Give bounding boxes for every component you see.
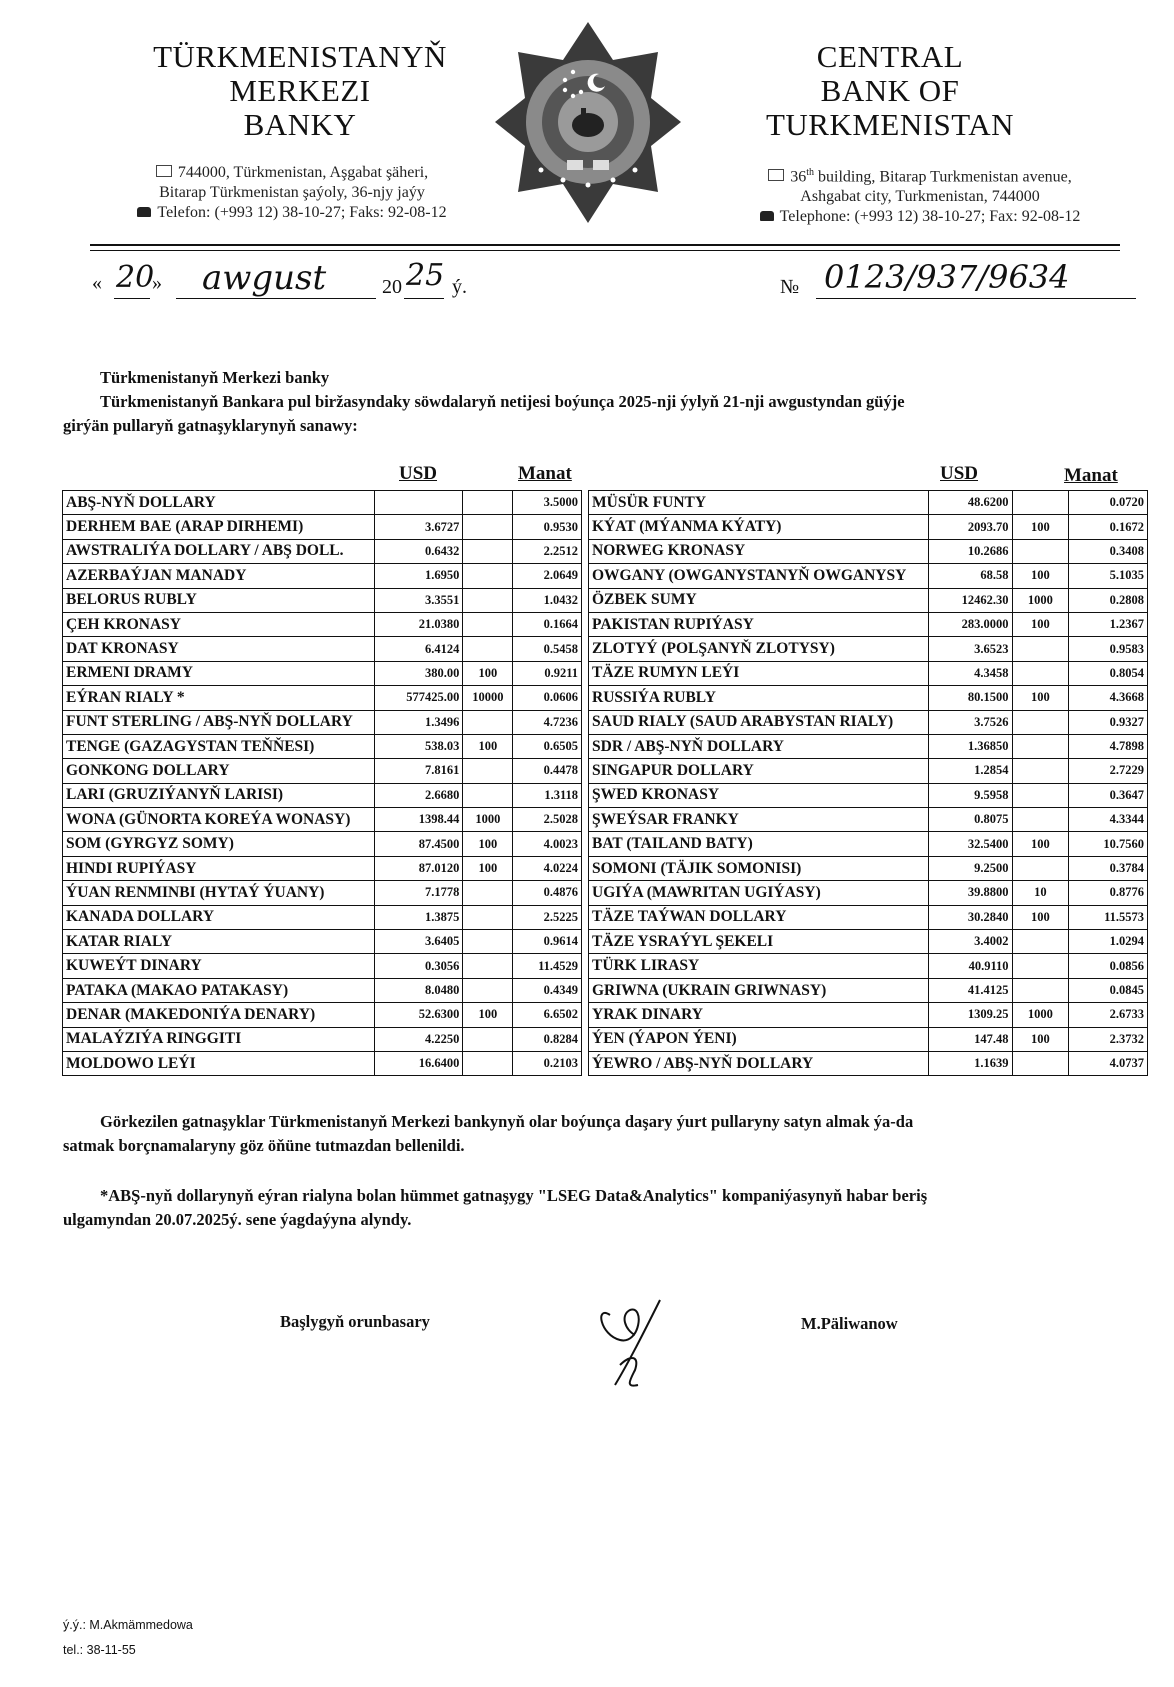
usd-rate-cell: 9.2500 (928, 856, 1012, 880)
table-row (63, 515, 582, 539)
intro-text (63, 366, 1123, 438)
manat-rate-cell: 1.3118 (513, 783, 582, 807)
table-row (63, 734, 582, 758)
currency-name-cell: TENGE (GAZAGYSTAN TEŇŇESI) (63, 734, 375, 758)
header-rule-thin (90, 250, 1120, 251)
currency-name-cell: KUWEÝT DINARY (63, 954, 375, 978)
intro-line: girýän pullaryň gatnaşyklarynyň sanawy: (63, 416, 358, 435)
table-row (63, 661, 582, 685)
table-row (589, 612, 1148, 636)
scale-cell: 100 (1012, 686, 1069, 710)
usd-rate-cell: 87.4500 (374, 832, 463, 856)
table-row (63, 905, 582, 929)
scale-cell (1012, 808, 1069, 832)
manat-rate-cell: 1.2367 (1069, 612, 1148, 636)
left-title-line: TÜRKMENISTANYŇ (153, 39, 447, 74)
currency-name-cell: DENAR (MAKEDONIÝA DENARY) (63, 1003, 375, 1027)
left-address-line: Telefon: (+993 12) 38-10-27; Faks: 92-08-12 (92, 203, 492, 223)
usd-rate-cell: 577425.00 (374, 686, 463, 710)
currency-name-cell: PATAKA (MAKAO PATAKASY) (63, 978, 375, 1002)
usd-rate-cell: 3.6727 (374, 515, 463, 539)
manat-rate-cell: 4.7898 (1069, 734, 1148, 758)
manat-rate-cell: 0.4349 (513, 978, 582, 1002)
right-title-line: CENTRAL (816, 39, 964, 74)
currency-name-cell: ÇEH KRONASY (63, 612, 375, 636)
usd-rate-cell: 380.00 (374, 661, 463, 685)
usd-rate-cell: 8.0480 (374, 978, 463, 1002)
table-row (63, 954, 582, 978)
currency-name-cell: BAT (TAILAND BATY) (589, 832, 929, 856)
manat-rate-cell: 11.4529 (513, 954, 582, 978)
manat-rate-cell: 4.7236 (513, 710, 582, 734)
usd-rate-cell: 1309.25 (928, 1003, 1012, 1027)
manat-rate-cell: 0.4876 (513, 881, 582, 905)
usd-rate-cell: 3.3551 (374, 588, 463, 612)
table-row (589, 930, 1148, 954)
manat-rate-cell: 0.9530 (513, 515, 582, 539)
manat-rate-cell: 0.9583 (1069, 637, 1148, 661)
manat-rate-cell: 4.3344 (1069, 808, 1148, 832)
currency-name-cell: TÄZE YSRAÝYL ŞEKELI (589, 930, 929, 954)
table-row (589, 734, 1148, 758)
scale-cell (1012, 637, 1069, 661)
usd-rate-cell: 40.9110 (928, 954, 1012, 978)
usd-rate-cell: 4.3458 (928, 661, 1012, 685)
scale-cell (1012, 1051, 1069, 1075)
number-underline (816, 298, 1136, 299)
usd-rate-cell: 1.3875 (374, 905, 463, 929)
left-bank-title (110, 40, 490, 142)
table-row (63, 612, 582, 636)
usd-rate-cell: 7.8161 (374, 759, 463, 783)
manat-rate-cell: 0.5458 (513, 637, 582, 661)
scale-cell (1012, 539, 1069, 563)
usd-rate-cell: 16.6400 (374, 1051, 463, 1075)
table-row (589, 1027, 1148, 1051)
manat-rate-cell: 0.9327 (1069, 710, 1148, 734)
usd-rate-cell: 52.6300 (374, 1003, 463, 1027)
manat-rate-cell: 4.3668 (1069, 686, 1148, 710)
scale-cell (463, 954, 513, 978)
manat-rate-cell: 0.9614 (513, 930, 582, 954)
currency-name-cell: SINGAPUR DOLLARY (589, 759, 929, 783)
right-address-line: Ashgabat city, Turkmenistan, 744000 (800, 188, 1040, 206)
scale-cell: 100 (1012, 832, 1069, 856)
scale-cell: 100 (463, 832, 513, 856)
table-row (589, 905, 1148, 929)
scale-cell: 10000 (463, 686, 513, 710)
usd-rate-cell: 68.58 (928, 564, 1012, 588)
scale-cell (463, 539, 513, 563)
usd-rate-cell: 7.1778 (374, 881, 463, 905)
table-row (63, 759, 582, 783)
currency-name-cell: FUNT STERLING / ABŞ-NYŇ DOLLARY (63, 710, 375, 734)
manat-rate-cell: 2.7229 (1069, 759, 1148, 783)
right-bank-title (700, 40, 1080, 142)
scale-cell (463, 612, 513, 636)
manat-rate-cell: 0.2808 (1069, 588, 1148, 612)
table-row (589, 978, 1148, 1002)
scale-cell (1012, 734, 1069, 758)
table-row (63, 564, 582, 588)
year-suffix: 25 (406, 258, 445, 293)
manat-rate-cell: 0.8776 (1069, 881, 1148, 905)
intro-line: Türkmenistanyň Merkezi banky (100, 368, 330, 387)
usd-rate-cell: 0.6432 (374, 539, 463, 563)
left-address (92, 163, 492, 223)
currency-name-cell: HINDI RUPIÝASY (63, 856, 375, 880)
usd-rate-cell: 1.1639 (928, 1051, 1012, 1075)
currency-name-cell: EÝRAN RIALY * (63, 686, 375, 710)
table-row (63, 808, 582, 832)
table-row (589, 954, 1148, 978)
currency-name-cell: TÄZE TAÝWAN DOLLARY (589, 905, 929, 929)
number-label: № (780, 276, 800, 298)
currency-name-cell: BELORUS RUBLY (63, 588, 375, 612)
manat-rate-cell: 6.6502 (513, 1003, 582, 1027)
scale-cell (463, 783, 513, 807)
manat-rate-cell: 2.2512 (513, 539, 582, 563)
scale-cell (463, 978, 513, 1002)
manat-rate-cell: 0.0606 (513, 686, 582, 710)
table-row (63, 832, 582, 856)
manat-rate-cell: 1.0294 (1069, 930, 1148, 954)
phone-icon (137, 207, 151, 217)
table-row (589, 1051, 1148, 1075)
manat-rate-cell: 10.7560 (1069, 832, 1148, 856)
currency-name-cell: ŞWEÝSAR FRANKY (589, 808, 929, 832)
table-row (63, 539, 582, 563)
currency-name-cell: LARI (GRUZIÝANYŇ LARISI) (63, 783, 375, 807)
table-row (589, 832, 1148, 856)
manat-rate-cell: 0.4478 (513, 759, 582, 783)
right-title-line: BANK OF (820, 73, 960, 108)
manat-rate-cell: 0.1664 (513, 612, 582, 636)
manat-rate-cell: 2.3732 (1069, 1027, 1148, 1051)
usd-rate-cell: 1.2854 (928, 759, 1012, 783)
currency-name-cell: SOM (GYRGYZ SOMY) (63, 832, 375, 856)
manat-rate-cell: 11.5573 (1069, 905, 1148, 929)
manat-rate-cell: 0.8284 (513, 1027, 582, 1051)
currency-name-cell: MOLDOWO LEÝI (63, 1051, 375, 1075)
currency-name-cell: TÜRK LIRASY (589, 954, 929, 978)
usd-rate-cell: 12462.30 (928, 588, 1012, 612)
usd-rate-cell: 21.0380 (374, 612, 463, 636)
currency-name-cell: SAUD RIALY (SAUD ARABYSTAN RIALY) (589, 710, 929, 734)
scale-cell (463, 1051, 513, 1075)
scale-cell: 100 (463, 856, 513, 880)
table-row (63, 637, 582, 661)
currency-name-cell: KÝAT (MÝANMA KÝATY) (589, 515, 929, 539)
intro-line: Türkmenistanyň Bankara pul biržasyndaky söwdalaryň netijesi boýunça 2025-nji ýylyň 21-nji awgustyndan güýje (100, 392, 905, 411)
table-row (63, 1027, 582, 1051)
scale-cell (463, 1027, 513, 1051)
scale-cell (1012, 759, 1069, 783)
date-day: 20 (116, 260, 155, 295)
currency-name-cell: ERMENI DRAMY (63, 661, 375, 685)
manat-rate-cell: 4.0737 (1069, 1051, 1148, 1075)
currency-name-cell: MALAÝZIÝA RINGGITI (63, 1027, 375, 1051)
usd-rate-cell: 39.8800 (928, 881, 1012, 905)
right-address-line: Telephone: (+993 12) 38-10-27; Fax: 92-08-12 (700, 207, 1140, 227)
scale-cell (1012, 710, 1069, 734)
scale-cell (1012, 783, 1069, 807)
manat-rate-cell: 3.5000 (513, 491, 582, 515)
table-row (589, 539, 1148, 563)
footer-tel: tel.: 38-11-55 (63, 1643, 136, 1657)
scale-cell: 100 (1012, 564, 1069, 588)
scale-cell (463, 515, 513, 539)
usd-rate-cell: 4.2250 (374, 1027, 463, 1051)
signatory-name: M.Päliwanow (801, 1314, 898, 1333)
currency-name-cell: TÄZE RUMYN LEÝI (589, 661, 929, 685)
envelope-icon (768, 169, 784, 181)
manat-rate-cell: 0.2103 (513, 1051, 582, 1075)
currency-name-cell: ZLOTYÝ (POLŞANYŇ ZLOTYSY) (589, 637, 929, 661)
quote-close: » (152, 272, 162, 294)
usd-rate-cell: 147.48 (928, 1027, 1012, 1051)
usd-rate-cell: 3.6405 (374, 930, 463, 954)
usd-rate-cell: 87.0120 (374, 856, 463, 880)
currency-name-cell: SDR / ABŞ-NYŇ DOLLARY (589, 734, 929, 758)
table-row (589, 491, 1148, 515)
usd-rate-cell (374, 491, 463, 515)
left-manat-header: Manat (518, 463, 572, 484)
currency-name-cell: KATAR RIALY (63, 930, 375, 954)
usd-rate-cell: 2093.70 (928, 515, 1012, 539)
right-address (700, 163, 1140, 227)
date-month: awgust (202, 258, 327, 298)
table-row (589, 808, 1148, 832)
currency-name-cell: NORWEG KRONASY (589, 539, 929, 563)
table-row (63, 881, 582, 905)
note-iran-rial: *ABŞ-nyň dollarynyň eýran rialyna bolan hümmet gatnaşygy "LSEG Data&Analytics" kompaniýasynyň habar beriş ulgamyndan 20.07.2025ý. sene ýagdaýyna alyndy. (63, 1186, 928, 1229)
usd-rate-cell: 80.1500 (928, 686, 1012, 710)
usd-rate-cell: 0.3056 (374, 954, 463, 978)
table-row (63, 856, 582, 880)
scale-cell: 100 (463, 661, 513, 685)
year-underline (404, 298, 444, 299)
table-row (63, 978, 582, 1002)
left-title-line: BANKY (243, 107, 357, 142)
scale-cell: 1000 (1012, 1003, 1069, 1027)
usd-rate-cell: 2.6680 (374, 783, 463, 807)
currency-name-cell: GRIWNA (UKRAIN GRIWNASY) (589, 978, 929, 1002)
currency-name-cell: ÝUAN RENMINBI (HYTAÝ ÝUANY) (63, 881, 375, 905)
manat-rate-cell: 0.0845 (1069, 978, 1148, 1002)
manat-rate-cell: 4.0224 (513, 856, 582, 880)
currency-name-cell: PAKISTAN RUPIÝASY (589, 612, 929, 636)
phone-icon (760, 211, 774, 221)
usd-rate-cell: 283.0000 (928, 612, 1012, 636)
currency-name-cell: DERHEM BAE (ARAP DIRHEMI) (63, 515, 375, 539)
table-row (63, 930, 582, 954)
manat-rate-cell: 2.6733 (1069, 1003, 1148, 1027)
rates-table-left (62, 490, 582, 1076)
scale-cell (463, 710, 513, 734)
right-manat-header: Manat (1064, 465, 1118, 486)
manat-rate-cell: 0.3408 (1069, 539, 1148, 563)
scale-cell (463, 905, 513, 929)
scale-cell: 100 (463, 734, 513, 758)
scale-cell (1012, 954, 1069, 978)
table-row (589, 759, 1148, 783)
usd-rate-cell: 1.3496 (374, 710, 463, 734)
table-row (589, 564, 1148, 588)
left-title-line: MERKEZI (229, 73, 371, 108)
currency-name-cell: ABŞ-NYŇ DOLLARY (63, 491, 375, 515)
month-underline (176, 298, 376, 299)
table-row (589, 637, 1148, 661)
currency-name-cell: ŞWED KRONASY (589, 783, 929, 807)
currency-name-cell: UGIÝA (MAWRITAN UGIÝASY) (589, 881, 929, 905)
scale-cell: 100 (1012, 1027, 1069, 1051)
manat-rate-cell: 0.0720 (1069, 491, 1148, 515)
currency-name-cell: DAT KRONASY (63, 637, 375, 661)
usd-rate-cell: 30.2840 (928, 905, 1012, 929)
note-obligations: Görkezilen gatnaşyklar Türkmenistanyň Merkezi bankynyň olar boýunça daşary ýurt pullaryny satyn almak ýa-da satmak borçnamalaryny göz öňüne tutmazdan bellenildi. (63, 1112, 914, 1155)
document-number-value: 0123/937/9634 (824, 258, 1070, 296)
manat-rate-cell: 2.0649 (513, 564, 582, 588)
scale-cell (463, 930, 513, 954)
scale-cell (463, 759, 513, 783)
bank-emblem (493, 20, 683, 225)
currency-name-cell: OWGANY (OWGANYSTANYŇ OWGANYSY (589, 564, 929, 588)
right-address-line: 36th building, Bitarap Turkmenistan avenue, (700, 163, 1140, 187)
currency-name-cell: MÜSÜR FUNTY (589, 491, 929, 515)
currency-name-cell: WONA (GÜNORTA KOREÝA WONASY) (63, 808, 375, 832)
table-row (63, 491, 582, 515)
scale-cell: 100 (1012, 612, 1069, 636)
usd-rate-cell: 9.5958 (928, 783, 1012, 807)
table-row (63, 1051, 582, 1075)
year-prefix: 20 (382, 276, 402, 298)
right-usd-header: USD (940, 463, 979, 484)
manat-rate-cell: 2.5028 (513, 808, 582, 832)
manat-rate-cell: 0.8054 (1069, 661, 1148, 685)
date-line (92, 258, 522, 302)
currency-name-cell: AWSTRALIÝA DOLLARY / ABŞ DOLL. (63, 539, 375, 563)
scale-cell (1012, 491, 1069, 515)
usd-rate-cell: 10.2686 (928, 539, 1012, 563)
table-row (589, 783, 1148, 807)
currency-name-cell: ÖZBEK SUMY (589, 588, 929, 612)
currency-name-cell: ÝEWRO / ABŞ-NYŇ DOLLARY (589, 1051, 929, 1075)
scale-cell (1012, 856, 1069, 880)
table-row (589, 881, 1148, 905)
scale-cell: 1000 (463, 808, 513, 832)
scale-cell (463, 588, 513, 612)
table-row (589, 515, 1148, 539)
scale-cell (463, 637, 513, 661)
scale-cell (463, 491, 513, 515)
currency-name-cell: ÝEN (ÝAPON ÝENI) (589, 1027, 929, 1051)
usd-rate-cell: 48.6200 (928, 491, 1012, 515)
manat-rate-cell: 0.9211 (513, 661, 582, 685)
table-row (589, 1003, 1148, 1027)
currency-name-cell: SOMONI (TÄJIK SOMONISI) (589, 856, 929, 880)
table-row (63, 686, 582, 710)
usd-rate-cell: 3.4002 (928, 930, 1012, 954)
currency-name-cell: GONKONG DOLLARY (63, 759, 375, 783)
document-number (780, 258, 1140, 302)
currency-name-cell: KANADA DOLLARY (63, 905, 375, 929)
scale-cell (463, 881, 513, 905)
manat-rate-cell: 0.0856 (1069, 954, 1148, 978)
envelope-icon (156, 165, 172, 177)
usd-rate-cell: 3.6523 (928, 637, 1012, 661)
quote-open: « (92, 272, 102, 294)
usd-rate-cell: 0.8075 (928, 808, 1012, 832)
usd-rate-cell: 1.6950 (374, 564, 463, 588)
usd-rate-cell: 3.7526 (928, 710, 1012, 734)
manat-rate-cell: 0.3647 (1069, 783, 1148, 807)
table-row (589, 588, 1148, 612)
rates-table-right (588, 490, 1148, 1076)
scale-cell: 100 (463, 1003, 513, 1027)
manat-rate-cell: 0.1672 (1069, 515, 1148, 539)
table-row (589, 710, 1148, 734)
manat-rate-cell: 0.6505 (513, 734, 582, 758)
left-usd-header: USD (399, 463, 438, 484)
scale-cell: 100 (1012, 515, 1069, 539)
usd-rate-cell: 1.36850 (928, 734, 1012, 758)
scale-cell: 1000 (1012, 588, 1069, 612)
left-address-line: Bitarap Türkmenistan şaýoly, 36-njy jaýy (159, 184, 425, 201)
day-underline (114, 298, 150, 299)
table-row (63, 783, 582, 807)
manat-rate-cell: 5.1035 (1069, 564, 1148, 588)
manat-rate-cell: 2.5225 (513, 905, 582, 929)
currency-name-cell: YRAK DINARY (589, 1003, 929, 1027)
footer-executor: ý.ý.: M.Akmämmedowa (63, 1618, 193, 1632)
table-row (63, 1003, 582, 1027)
scale-cell (463, 564, 513, 588)
usd-rate-cell: 1398.44 (374, 808, 463, 832)
currency-name-cell: RUSSIÝA RUBLY (589, 686, 929, 710)
table-row (589, 856, 1148, 880)
handwritten-signature (590, 1290, 680, 1390)
table-row (589, 661, 1148, 685)
usd-rate-cell: 41.4125 (928, 978, 1012, 1002)
scale-cell: 100 (1012, 905, 1069, 929)
table-row (589, 686, 1148, 710)
signatory-position: Başlygyň orunbasary (280, 1312, 430, 1331)
header-rule-thick (90, 244, 1120, 246)
usd-rate-cell: 6.4124 (374, 637, 463, 661)
manat-rate-cell: 1.0432 (513, 588, 582, 612)
year-suffix-label: ý. (452, 276, 467, 298)
usd-rate-cell: 32.5400 (928, 832, 1012, 856)
scale-cell (1012, 661, 1069, 685)
manat-rate-cell: 4.0023 (513, 832, 582, 856)
right-title-line: TURKMENISTAN (765, 107, 1015, 142)
manat-rate-cell: 0.3784 (1069, 856, 1148, 880)
table-row (63, 588, 582, 612)
left-address-line: 744000, Türkmenistan, Aşgabat şäheri, (92, 163, 492, 183)
scale-cell (1012, 930, 1069, 954)
currency-name-cell: AZERBAÝJAN MANADY (63, 564, 375, 588)
scale-cell (1012, 978, 1069, 1002)
table-row (63, 710, 582, 734)
scale-cell: 10 (1012, 881, 1069, 905)
usd-rate-cell: 538.03 (374, 734, 463, 758)
